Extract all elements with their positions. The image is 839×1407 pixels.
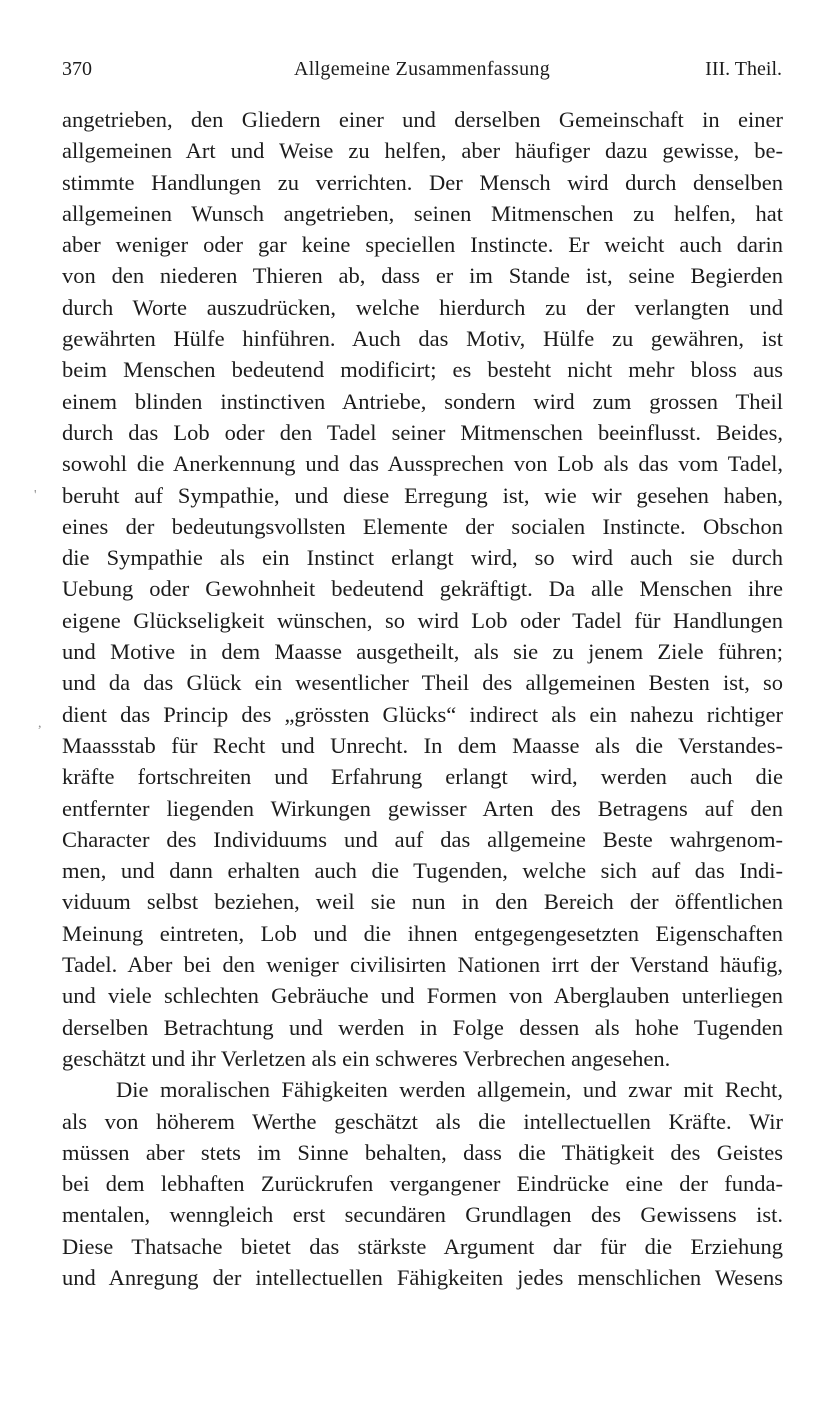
text-line: Diese Thatsache bietet das stärkste Argument dar für die Erziehung xyxy=(62,1233,783,1259)
text-line: beruht auf Sympathie, und diese Erregung ist, wie wir gesehen haben, xyxy=(62,482,783,508)
text-line: angetrieben, den Gliedern einer und derselben Gemeinschaft in einer xyxy=(62,107,783,132)
text-line: die Sympathie als ein Instinct erlangt wird, so wird auch sie durch xyxy=(62,545,783,571)
section-label: III. Theil. xyxy=(705,58,782,80)
text-line: Uebung oder Gewohnheit bedeutend gekräftigt. Da alle Menschen ihre xyxy=(62,576,783,602)
text-line: eigene Glückseligkeit wünschen, so wird Lob oder Tadel für Handlungen xyxy=(62,607,783,633)
margin-speck: ' xyxy=(34,488,37,503)
margin-speck: , xyxy=(38,716,42,731)
text-line: Meinung eintreten, Lob und die ihnen entgegengesetzten Eigenschaften xyxy=(62,920,783,946)
text-line: beim Menschen bedeutend modificirt; es besteht nicht mehr bloss aus xyxy=(62,357,783,383)
text-line: gewährten Hülfe hinführen. Auch das Motiv, Hülfe zu gewähren, ist xyxy=(62,326,783,352)
text-line: Character des Individuums und auf das allgemeine Beste wahrgenom- xyxy=(62,826,783,852)
text-line: von den niederen Thieren ab, dass er im Stande ist, seine Begierden xyxy=(62,263,783,289)
text-line: als von höherem Werthe geschätzt als die intellectuellen Kräfte. Wir xyxy=(62,1108,783,1134)
body-text xyxy=(62,104,783,1293)
text-line: aber weniger oder gar keine speciellen Instincte. Er weicht auch darin xyxy=(62,232,783,258)
text-line: viduum selbst beziehen, weil sie nun in den Bereich der öffentlichen xyxy=(62,889,783,915)
text-line: bei dem lebhaften Zurückrufen vergangener Eindrücke eine der funda- xyxy=(62,1171,783,1197)
text-line: und Motive in dem Maasse ausgetheilt, als sie zu jenem Ziele führen; xyxy=(62,639,783,665)
text-line: eines der bedeutungsvollsten Elemente der socialen Instincte. Obschon xyxy=(62,513,783,539)
page-number: 370 xyxy=(62,58,92,80)
paragraph-last-line: geschätzt und ihr Verletzen als ein schweres Verbrechen angesehen. xyxy=(62,1045,671,1071)
text-line: mentalen, wenngleich erst secundären Grundlagen des Gewissens ist. xyxy=(62,1202,783,1228)
text-line: allgemeinen Wunsch angetrieben, seinen Mitmenschen zu helfen, hat xyxy=(62,200,783,226)
text-line: allgemeinen Art und Weise zu helfen, aber häufiger dazu gewisse, be- xyxy=(62,138,783,164)
text-line: müssen aber stets im Sinne behalten, dass die Thätigkeit des Geistes xyxy=(62,1139,783,1165)
text-line: und Anregung der intellectuellen Fähigkeiten jedes menschlichen Wesens xyxy=(62,1264,783,1290)
text-line: Maassstab für Recht und Unrecht. In dem Maasse als die Verstandes- xyxy=(62,732,783,758)
text-line: dient das Princip des „grössten Glücks“ indirect als ein nahezu richtiger xyxy=(62,701,783,727)
running-header xyxy=(62,54,782,84)
text-line: entfernter liegenden Wirkungen gewisser Arten des Betragens auf den xyxy=(62,795,783,821)
text-line: durch Worte auszudrücken, welche hierdurch zu der verlangten und xyxy=(62,294,783,320)
paragraph-first-line: Die moralischen Fähigkeiten werden allgemein, und zwar mit Recht, xyxy=(116,1077,783,1103)
text-line: sowohl die Anerkennung und das Aussprechen von Lob als das vom Tadel, xyxy=(62,451,783,477)
text-line: durch das Lob oder den Tadel seiner Mitmenschen beeinflusst. Beides, xyxy=(62,419,783,445)
text-line: einem blinden instinctiven Antriebe, sondern wird zum grossen Theil xyxy=(62,388,783,414)
text-line: men, und dann erhalten auch die Tugenden, welche sich auf das Indi- xyxy=(62,858,783,884)
text-line: und da das Glück ein wesentlicher Theil des allgemeinen Besten ist, so xyxy=(62,670,783,696)
text-line: stimmte Handlungen zu verrichten. Der Mensch wird durch denselben xyxy=(62,169,783,195)
text-line: Tadel. Aber bei den weniger civilisirten Nationen irrt der Verstand häufig, xyxy=(62,952,783,978)
text-line: derselben Betrachtung und werden in Folge dessen als hohe Tugenden xyxy=(62,1014,783,1040)
text-line: kräfte fortschreiten und Erfahrung erlangt wird, werden auch die xyxy=(62,764,783,790)
text-line: und viele schlechten Gebräuche und Formen von Aberglauben unterliegen xyxy=(62,983,783,1009)
running-title: Allgemeine Zusammenfassung xyxy=(293,58,551,80)
